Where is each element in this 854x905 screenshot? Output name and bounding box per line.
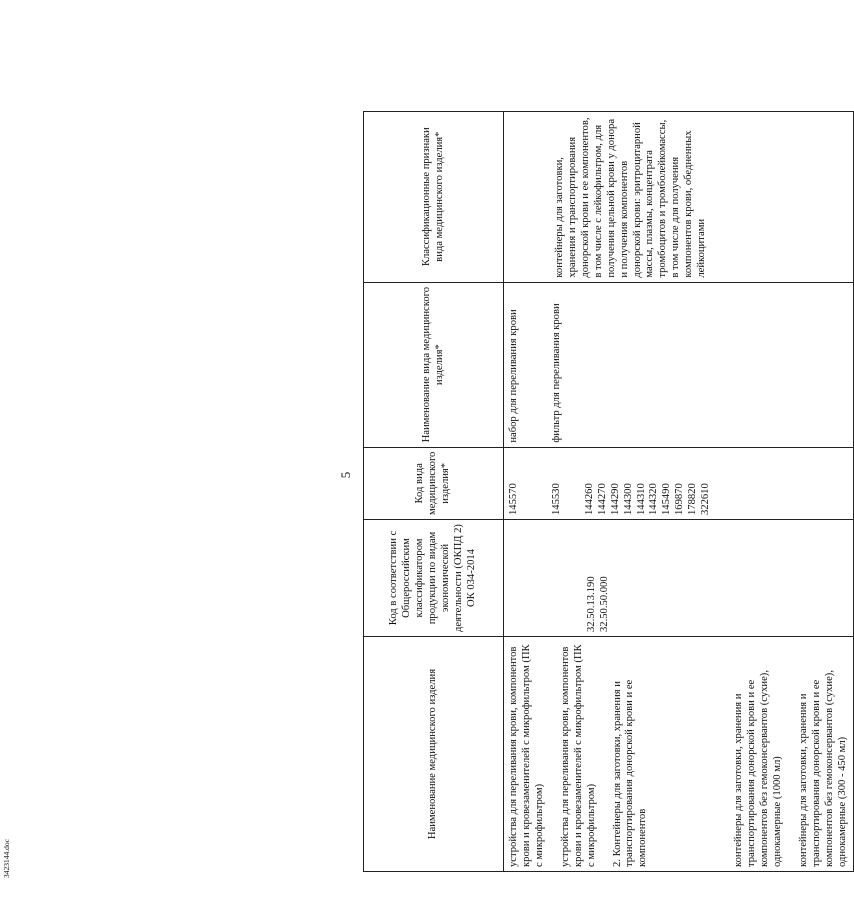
cell-features — [504, 111, 854, 282]
item-name: устройства для переливания крови, компонентов крови и кровезаменителей с микрофильтром (ПК с микрофильтром) — [559, 644, 597, 867]
table-body-row — [504, 111, 854, 871]
blank-space — [508, 524, 586, 632]
kind-name: набор для переливания крови — [508, 309, 519, 443]
header-kind-code: Код вида медицинского изделия* — [364, 447, 504, 519]
okpd2-code: 32.50.13.190 — [586, 576, 597, 632]
header-features: Классификационные признаки вида медицинского изделия* — [364, 111, 504, 282]
item-name: контейнеры для заготовки, хранения и транспортирования донорской крови и ее компонентов без гемоконсервантов (сухие), однокамерные (300 - 450 мл) — [797, 670, 848, 867]
kind-code: 322610 — [700, 483, 712, 515]
item-name: контейнеры для заготовки, хранения и транспортирования донорской крови и ее компонентов без гемоконсервантов (сухие), однокамерные (1000 мл) — [733, 670, 784, 867]
blank-space — [521, 287, 551, 443]
medical-devices-table — [363, 111, 854, 872]
header-kind-name: Наименование вида медицинского изделия* — [364, 282, 504, 447]
kind-code: 144260 — [583, 483, 595, 515]
blank-space — [663, 641, 720, 867]
kind-code: 144270 — [596, 483, 608, 515]
kind-code: 169870 — [674, 483, 686, 515]
cell-kind-names — [504, 282, 854, 447]
header-okpd2: Код в соответствии с Общероссийским классификатором продукции по видам экономической деятельности (ОКПД 2) ОК 034-2014 — [364, 520, 504, 637]
cell-okpd2 — [504, 520, 854, 637]
classification-features: контейнеры для заготовки, хранения и транспортирования донорской крови и ее компонентов, в том числе с лейкофильтром, для получения цельной крови у донора и получения компонентов донорской крови: эритроцитарной массы, плазмы, концентрата тромбоцитов и тромболейкомассы, в том числе для получения компонентов крови, обедненных лейкоцитами — [554, 117, 708, 278]
kind-code: 144310 — [635, 483, 647, 515]
cell-kind-codes — [504, 447, 854, 519]
kind-code: 178820 — [687, 483, 699, 515]
table-header-row — [364, 111, 504, 871]
page-number: 5 — [338, 471, 353, 479]
kind-code: 145490 — [661, 483, 673, 515]
cell-names — [504, 637, 854, 872]
rotated-sheet — [0, 50, 848, 900]
item-name: 2. Контейнеры для заготовки, хранения и транспортирования донорской крови и ее компонентов — [611, 679, 649, 867]
kind-code: 144300 — [622, 483, 634, 515]
header-name: Наименование медицинского изделия — [364, 637, 504, 872]
okpd2-code: 32.50.50.000 — [598, 576, 610, 632]
kind-code: 145570 — [508, 483, 519, 515]
kind-name: фильтр для переливания крови — [550, 303, 562, 443]
document-id: 3423144.doc — [2, 839, 11, 878]
blank-space — [508, 116, 554, 278]
blank-space — [521, 452, 551, 515]
blank-space — [564, 452, 584, 515]
item-name: устройства для переливания крови, компонентов крови и кровезаменителей с микрофильтром (ПК с микрофильтром) — [508, 644, 545, 867]
kind-code: 144320 — [648, 483, 660, 515]
kind-code: 144290 — [609, 483, 621, 515]
kind-code: 145530 — [550, 483, 562, 515]
